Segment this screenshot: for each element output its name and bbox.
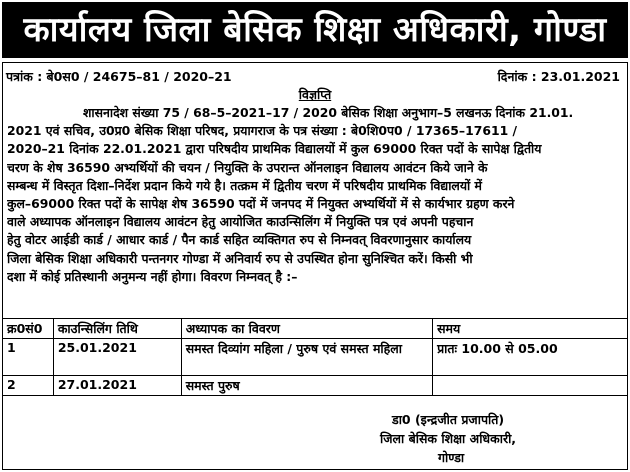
signatory-designation: जिला बेसिक शिक्षा अधिकारी, bbox=[380, 431, 517, 446]
cell-time: प्रातः 10.00 से 05.00 bbox=[433, 339, 628, 376]
body-line: सम्बन्ध में विस्तृत दिशा–निर्देश प्रदान किये गये है। तत्क्रम में द्वितीय चरण में परिषदीय प्राथमिक विद्यालयों में bbox=[7, 177, 482, 193]
header-date: काउन्सिलिंग तिथि bbox=[53, 319, 181, 339]
body-line: चरण के शेष 36590 अभ्यर्थियों की चयन / नियुक्ति के उपरान्त ऑनलाइन विद्यालय आवंटन किये जाने के bbox=[7, 159, 488, 175]
body-line: 2021 एवं सचिव, उ0प्र0 बेसिक शिक्षा परिषद, प्रयागराज के पत्र संख्या : बे0शि0प0 / 17365–17611 / bbox=[7, 123, 518, 139]
cell-time bbox=[433, 376, 628, 396]
cell-sno: 1 bbox=[3, 339, 54, 376]
patrank: पत्रांक : बे0स0 / 24675–81 / 2020–21 bbox=[6, 69, 232, 84]
cell-sno: 2 bbox=[3, 376, 54, 396]
header-sno: क्र0सं0 bbox=[3, 319, 54, 339]
cell-detail: समस्त दिव्यांग महिला / पुरुष एवं समस्त महिला bbox=[181, 339, 432, 376]
cell-date: 27.01.2021 bbox=[53, 376, 181, 396]
schedule-table bbox=[2, 318, 628, 396]
body-line: हेतु वोटर आईडी कार्ड / आधार कार्ड / पैन कार्ड सहित व्यक्तिगत रुप से निम्नवत् विवरणानुसार कार्यालय bbox=[7, 232, 472, 248]
notice-heading: विज्ञप्ति bbox=[298, 87, 332, 102]
body-line: 2020–21 दिनांक 22.01.2021 द्वारा परिषदीय प्राथमिक विद्यालयों में कुल 69000 रिक्त पदों के सापेक्ष द्वितीय bbox=[7, 141, 542, 157]
table-header-row bbox=[3, 319, 628, 339]
notice-body bbox=[7, 104, 623, 286]
signature-block bbox=[380, 410, 620, 467]
body-line: शासनादेश संख्या 75 / 68–5–2021–17 / 2020 बेसिक शिक्षा अनुभाग–5 लखनऊ दिनांक 21.01. bbox=[83, 105, 574, 120]
signatory-name: डा0 (इन्द्रजीत प्रजापति) bbox=[392, 412, 505, 427]
dinank: दिनांक : 23.01.2021 bbox=[497, 69, 620, 84]
header-time: समय bbox=[433, 319, 628, 339]
body-line: कुल–69000 रिक्त पदों के सापेक्ष शेष 36590 पदों में जनपद में नियुक्त अभ्यर्थियों में से कार्यभार ग्रहण करने bbox=[7, 195, 515, 211]
table-row bbox=[3, 339, 628, 376]
table-row bbox=[3, 376, 628, 396]
body-line: दशा में कोई प्रतिस्थानी अनुमन्य नहीं होगा। विवरण निम्नवत् है :– bbox=[7, 268, 298, 284]
office-banner: कार्यालय जिला बेसिक शिक्षा अधिकारी, गोण्डा bbox=[2, 2, 628, 58]
signatory-place: गोण्डा bbox=[438, 450, 465, 465]
body-line: जिला बेसिक शिक्षा अधिकारी पन्तनगर गोण्डा में अनिवार्य रुप से उपस्थित होना सुनिश्चित करें। किसी भी bbox=[7, 250, 473, 266]
reference-row bbox=[6, 68, 624, 86]
header-detail: अध्यापक का विवरण bbox=[181, 319, 432, 339]
body-line: वाले अध्यापक ऑनलाइन विद्यालय आवंटन हेतु आयोजित काउन्सिलिंग में नियुक्ति पत्र एवं अपनी पहचान bbox=[7, 214, 474, 230]
cell-detail: समस्त पुरुष bbox=[181, 376, 432, 396]
cell-date: 25.01.2021 bbox=[53, 339, 181, 376]
